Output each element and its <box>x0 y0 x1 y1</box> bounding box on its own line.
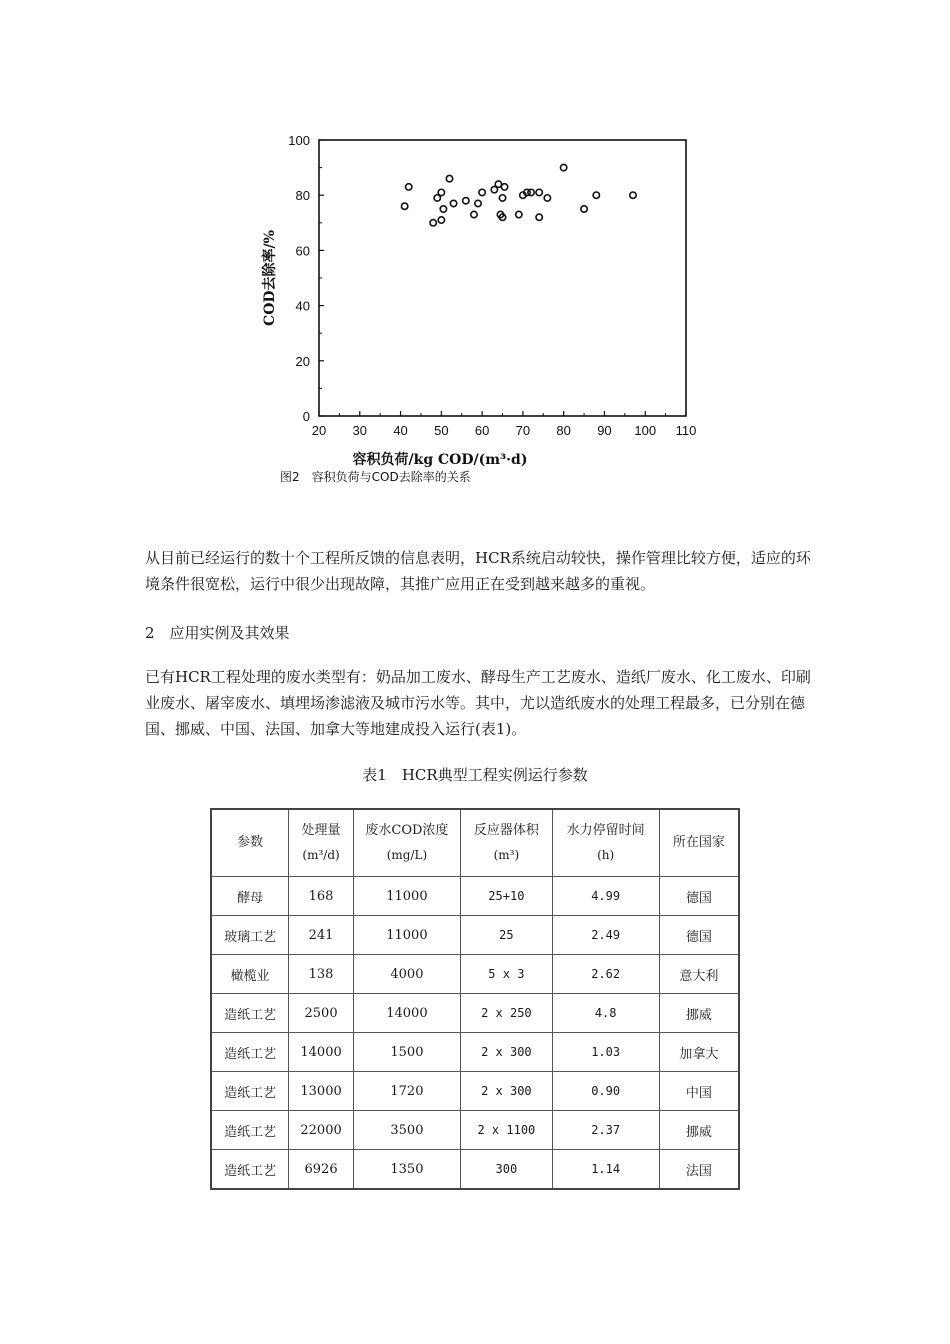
x-tick-label: 60 <box>474 423 490 438</box>
section-heading: 2 应用实例及其效果 <box>145 624 290 642</box>
table-cell: 3500 <box>353 1111 460 1150</box>
table-cell: 168 <box>289 877 353 916</box>
data-point <box>501 184 507 190</box>
y-tick-label: 60 <box>295 243 310 259</box>
table-cell: 挪威 <box>659 1111 739 1150</box>
table-cell: 橄榄业 <box>211 955 289 994</box>
table-cell: 造纸工艺 <box>211 1033 289 1072</box>
parameter-table <box>210 808 740 1190</box>
table-cell: 德国 <box>659 916 739 955</box>
x-tick-label: 100 <box>634 423 657 438</box>
header-label: 处理量 <box>301 823 341 838</box>
data-point <box>581 206 587 212</box>
table-cell: 11000 <box>353 916 460 955</box>
y-tick-label: 40 <box>295 298 310 314</box>
table-cell: 2 x 300 <box>461 1072 553 1111</box>
table-row <box>211 877 739 916</box>
data-point <box>463 198 469 204</box>
table-cell: 2500 <box>289 994 353 1033</box>
table-cell: 1.03 <box>552 1033 659 1072</box>
table-cell: 1720 <box>353 1072 460 1111</box>
data-point <box>528 189 534 195</box>
data-point <box>406 184 412 190</box>
table-cell: 1500 <box>353 1033 460 1072</box>
table-cell: 2.62 <box>552 955 659 994</box>
table-cell: 造纸工艺 <box>211 1111 289 1150</box>
table-cell: 法国 <box>659 1150 739 1190</box>
table-cell: 25+10 <box>461 877 553 916</box>
header-unit: (mg/L) <box>386 848 428 862</box>
header-unit: (m³/d) <box>302 848 340 862</box>
header-label: 水力停留时间 <box>566 823 645 838</box>
data-point <box>544 195 550 201</box>
table-cell: 5 x 3 <box>461 955 553 994</box>
body-paragraph-1: 从目前已经运行的数十个工程所反馈的信息表明，HCR系统启动较快，操作管理比较方便，适应的环境条件很宽松，运行中很少出现故障，其推广应用正在受到越来越多的重视。 <box>145 549 811 593</box>
data-point <box>450 200 456 206</box>
table-cell: 意大利 <box>659 955 739 994</box>
table-cell: 4000 <box>353 955 460 994</box>
table-cell: 挪威 <box>659 994 739 1033</box>
data-point <box>440 206 446 212</box>
x-tick-label: 30 <box>352 423 368 438</box>
data-point <box>560 164 566 170</box>
data-point <box>593 192 599 198</box>
data-point <box>471 211 477 217</box>
x-tick-label: 20 <box>311 423 327 438</box>
table-row <box>211 1033 739 1072</box>
data-point <box>401 203 407 209</box>
data-point <box>499 195 505 201</box>
x-tick-label: 80 <box>556 423 571 438</box>
table-row <box>211 1111 739 1150</box>
table-row <box>211 994 739 1033</box>
y-tick-label: 100 <box>288 133 310 148</box>
table-cell: 德国 <box>659 877 739 916</box>
header-label: 所在国家 <box>672 835 725 850</box>
y-tick-label: 80 <box>295 188 310 204</box>
table-cell: 2.37 <box>552 1111 659 1150</box>
data-point <box>438 217 444 223</box>
table-body <box>211 877 739 1190</box>
table-cell: 造纸工艺 <box>211 1072 289 1111</box>
table-cell: 300 <box>461 1150 553 1190</box>
table-cell: 造纸工艺 <box>211 1150 289 1190</box>
table-cell: 0.90 <box>552 1072 659 1111</box>
table-cell: 138 <box>289 955 353 994</box>
header-unit: (h) <box>597 848 615 862</box>
header-label: 反应器体积 <box>473 823 539 838</box>
table-header-cell <box>659 809 739 877</box>
x-tick-label: 110 <box>675 423 697 438</box>
table-cell: 11000 <box>353 877 460 916</box>
x-tick-label: 70 <box>515 423 531 438</box>
header-label: 废水COD浓度 <box>365 823 449 838</box>
body-paragraph-2: 已有HCR工程处理的废水类型有：奶品加工废水、酵母生产工艺废水、造纸厂废水、化工废水、印刷业废水、屠宰废水、填埋场渗滤液及城市污水等。其中，尤以造纸废水的处理工程最多，已分别在德国、挪威、中国、法国、加拿大等地建成投入运行(表1)。 <box>145 668 811 738</box>
data-point <box>479 189 485 195</box>
header-label: 参数 <box>237 835 264 850</box>
data-point <box>630 192 636 198</box>
table-cell: 4.8 <box>552 994 659 1033</box>
data-point <box>536 214 542 220</box>
table-header-cell <box>353 809 460 877</box>
y-tick-label: 20 <box>295 353 310 369</box>
table-cell: 中国 <box>659 1072 739 1111</box>
table-cell: 14000 <box>289 1033 353 1072</box>
x-tick-label: 90 <box>597 423 612 438</box>
table-cell: 造纸工艺 <box>211 994 289 1033</box>
scatter-chart <box>250 125 720 490</box>
table-cell: 2 x 250 <box>461 994 553 1033</box>
data-point <box>438 189 444 195</box>
table-row <box>211 955 739 994</box>
table-cell: 4.99 <box>552 877 659 916</box>
data-point <box>516 211 522 217</box>
table-row <box>211 1072 739 1111</box>
table-header-cell <box>461 809 553 877</box>
table-row <box>211 916 739 955</box>
table-cell: 22000 <box>289 1111 353 1150</box>
table-cell: 241 <box>289 916 353 955</box>
table-cell: 1.14 <box>552 1150 659 1190</box>
data-point <box>475 200 481 206</box>
table-cell: 14000 <box>353 994 460 1033</box>
table-row <box>211 1150 739 1190</box>
plot-frame <box>319 140 686 416</box>
table-cell: 酵母 <box>211 877 289 916</box>
data-point <box>536 189 542 195</box>
x-axis-label: 容积负荷/kg COD/(m³·d) <box>352 452 528 468</box>
figure-caption: 图2 容积负荷与COD去除率的关系 <box>280 470 471 484</box>
table-cell: 玻璃工艺 <box>211 916 289 955</box>
table-cell: 13000 <box>289 1072 353 1111</box>
table-cell: 2 x 1100 <box>461 1111 553 1150</box>
y-axis-label: COD去除率/% <box>262 230 278 326</box>
table-cell: 加拿大 <box>659 1033 739 1072</box>
table-cell: 2.49 <box>552 916 659 955</box>
table-cell: 6926 <box>289 1150 353 1190</box>
table-cell: 25 <box>461 916 553 955</box>
data-point <box>430 220 436 226</box>
x-tick-label: 50 <box>434 423 449 438</box>
table-header-cell <box>289 809 353 877</box>
table-header-cell <box>211 809 289 877</box>
x-tick-label: 40 <box>393 423 408 438</box>
data-point <box>446 175 452 181</box>
header-unit: (m³) <box>493 848 520 862</box>
table-caption: 表1 HCR典型工程实例运行参数 <box>362 766 588 784</box>
table-cell: 2 x 300 <box>461 1033 553 1072</box>
table-header-row <box>211 809 739 877</box>
table-header-cell <box>552 809 659 877</box>
y-tick-label: 0 <box>302 409 310 424</box>
table-cell: 1350 <box>353 1150 460 1190</box>
